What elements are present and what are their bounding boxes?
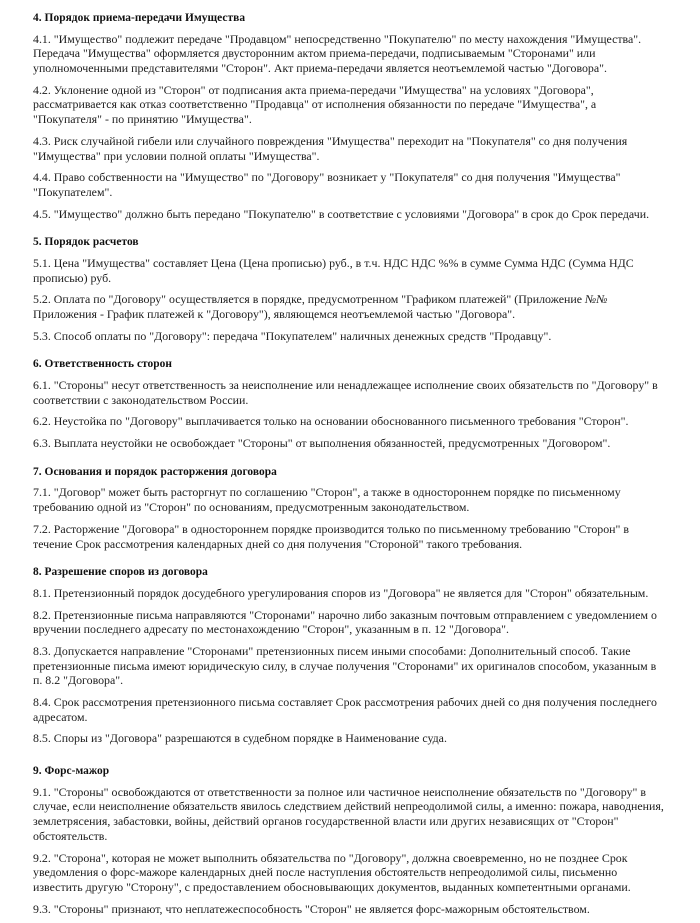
clause-4-2: 4.2. Уклонение одной из "Сторон" от подписания акта приема-передачи "Имущества" на условиях "Договора", рассматривается как отказ соответственно "Продавца" от исполнения обязанности по передаче "Имущества", а "Покупателя" - по принятию "Имущества". [33, 82, 597, 127]
clause-5-2-text-before: 5.2. Оплата по "Договору" осуществляется в порядке, предусмотренном "Графиком платежей" (Приложение [33, 292, 585, 307]
clause-4-5: 4.5. "Имущество" должно быть передано "Покупателю" в соответствие с условиями "Договора" в срок до Срок передачи. [33, 206, 650, 221]
clause-8-5: 8.5. Споры из "Договора" разрешаются в судебном порядке в Наименование суда. [33, 731, 447, 746]
clause-9-3: 9.3. "Стороны" признают, что неплатежеспособность "Сторон" не является форс-мажорным обстоятельством. [33, 901, 590, 916]
section-5 [33, 235, 667, 343]
clause-5-3: 5.3. Способ оплаты по "Договору": передача "Покупателем" наличных денежных средств "Продавцу". [33, 328, 552, 343]
section-9-heading: 9. Форс-мажор [33, 765, 110, 778]
clause-8-4: 8.4. Срок рассмотрения претензионного письма составляет Срок рассмотрения рабочих дней со дня получения последнего адресатом. [33, 695, 657, 724]
clause-8-2: 8.2. Претензионные письма направляются "Сторонами" нарочно либо заказным почтовым отправлением с уведомлением о вручении последнего адресату по местонахождению "Сторон", указанным в п. 12 "Договора". [33, 607, 657, 637]
document-body [33, 11, 667, 916]
clause-5-2-italic-reference: №№ [584, 292, 608, 307]
clause-7-2: 7.2. Расторжение "Договора" в одностороннем порядке производится только по письменному требованию "Сторон" в течение Срок рассмотрения календарных дней со дня получения "Стороной" такого требования. [33, 521, 629, 551]
section-6-heading: 6. Ответственность сторон [33, 358, 173, 371]
clause-4-4: 4.4. Право собственности на "Имущество" по "Договору" возникает у "Покупателя" со дня получения "Имущества" "Покупателем". [33, 170, 621, 199]
clause-8-3: 8.3. Допускается направление "Сторонами" претензионных писем иными способами: Дополнительный способ. Такие претензионные письма имеют юридическую силу, в случае получения "Сторонами" их оригиналов способом, указанным в п. 8.2 "Договора". [33, 643, 657, 688]
clause-4-3: 4.3. Риск случайной гибели или случайного повреждения "Имущества" переходит на "Покупателя" со дня получения "Имущества" при условии полной оплаты "Имущества". [33, 133, 628, 163]
section-7 [33, 465, 667, 551]
section-8-heading: 8. Разрешение споров из договора [33, 566, 208, 579]
section-6 [33, 357, 667, 450]
clause-9-1: 9.1. "Стороны" освобождаются от ответственности за полное или частичное неисполнение обязательств по "Договору" в случае, если неисполнение обязательств явилось следствием действий непреодолимой силы, а именно: пожара, наводнения, землетрясения, забастовки, войны, действий органов государственной власти или других независящих от "Сторон" обстоятельств. [33, 784, 664, 843]
section-8 [33, 565, 667, 746]
clause-5-2 [33, 292, 667, 321]
clause-8-1: 8.1. Претензионный порядок досудебного урегулирования споров из "Договора" не является для "Сторон" обязательным. [33, 585, 649, 600]
section-4-heading: 4. Порядок приема-передачи Имущества [33, 12, 246, 24]
section-5-heading: 5. Порядок расчетов [33, 236, 139, 249]
clause-7-1: 7.1. "Договор" может быть расторгнут по соглашению "Сторон", а также в одностороннем порядке по письменному требованию одной из "Сторон" по основаниям, предусмотренным законодательством. [33, 485, 621, 515]
clause-9-2: 9.2. "Сторона", которая не может выполнить обязательства по "Договору", должна своевременно, но не позднее Срок уведомления о форс-мажоре календарных дней после наступления обстоятельств непреодолимой силы, письменно известить другую "Сторону", с предоставлением обосновывающих документов, выданных компетентными органами. [33, 850, 631, 894]
section-7-heading: 7. Основания и порядок расторжения договора [33, 465, 277, 478]
section-4 [33, 11, 667, 221]
section-9 [33, 764, 667, 916]
clause-5-1: 5.1. Цена "Имущества" составляет Цена (Цена прописью) руб., в т.ч. НДС НДС %% в сумме Сумма НДС (Сумма НДС прописью) руб. [33, 255, 634, 285]
clause-6-3: 6.3. Выплата неустойки не освобождает "Стороны" от выполнения обязанностей, предусмотренных "Договором". [33, 436, 611, 451]
clause-6-2: 6.2. Неустойка по "Договору" выплачивается только на основании обоснованного письменного требования "Сторон". [33, 414, 629, 429]
clause-5-2-text-after: Приложения - График платежей к "Договору"), являющемся неотъемлемой частью "Договора". [33, 307, 516, 322]
clause-4-1: 4.1. "Имущество" подлежит передаче "Продавцом" непосредственно "Покупателю" по месту нахождения "Имущества". Передача "Имущества" оформляется двусторонним актом приема-передачи, подписываемым "Сторонами" или уполномоченными представителями "Сторон". Акт приема-передачи является неотъемлемой частью "Договора". [33, 31, 642, 75]
clause-6-1: 6.1. "Стороны" несут ответственность за неисполнение или ненадлежащее исполнение своих обязательств по "Договору" в соответствии с законодательством России. [33, 378, 658, 407]
